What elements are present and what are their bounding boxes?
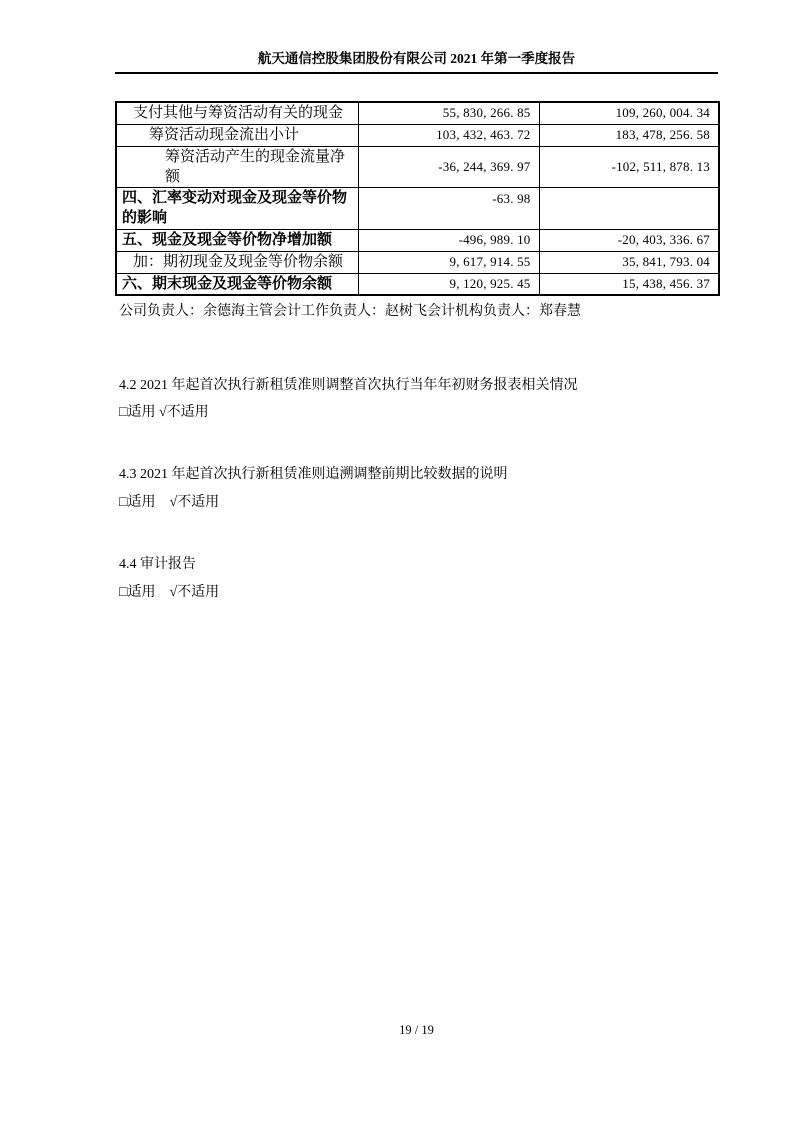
table-cell-prior	[539, 187, 719, 229]
table-cell-label: 支付其他与筹资活动有关的现金	[116, 102, 358, 124]
table-cell-current: 9, 120, 925. 45	[358, 273, 539, 295]
section-heading-4-2: 4.2 2021 年起首次执行新租赁准则调整首次执行当年年初财务报表相关情况	[119, 378, 578, 393]
section-heading-4-3: 4.3 2021 年起首次执行新租赁准则追溯调整前期比较数据的说明	[119, 467, 508, 482]
table-cell-prior: 35, 841, 793. 04	[539, 251, 719, 273]
table-row	[116, 229, 719, 251]
table-cell-label: 六、期末现金及现金等价物余额	[116, 273, 358, 295]
table-row	[116, 187, 719, 229]
table-cell-current: 9, 617, 914. 55	[358, 251, 539, 273]
table-cell-current: -63. 98	[358, 187, 539, 229]
applicability-line-4-2: □适用 √不适用	[119, 405, 209, 420]
table-row	[116, 124, 719, 146]
table-cell-prior: -102, 511, 878. 13	[539, 146, 719, 187]
applicability-line-4-3: □适用 √不适用	[119, 495, 220, 510]
table-cell-label: 筹资活动产生的现金流量净额	[116, 146, 358, 187]
table-cell-prior: -20, 403, 336. 67	[539, 229, 719, 251]
table-cell-prior: 15, 438, 456. 37	[539, 273, 719, 295]
table-row	[116, 251, 719, 273]
table-cell-current: -36, 244, 369. 97	[358, 146, 539, 187]
table-cell-label: 筹资活动现金流出小计	[116, 124, 358, 146]
section-heading-4-4: 4.4 审计报告	[119, 557, 196, 572]
table-cell-current: -496, 989. 10	[358, 229, 539, 251]
table-cell-current: 55, 830, 266. 85	[358, 102, 539, 124]
table-cell-prior: 109, 260, 004. 34	[539, 102, 719, 124]
table-cell-label: 加：期初现金及现金等价物余额	[116, 251, 358, 273]
page-number: 19 / 19	[399, 1023, 434, 1037]
applicability-line-4-4: □适用 √不适用	[119, 585, 220, 600]
table-cell-current: 103, 432, 463. 72	[358, 124, 539, 146]
table-row	[116, 102, 719, 124]
report-title: 航天通信控股集团股份有限公司 2021 年第一季度报告	[115, 50, 718, 74]
table-cell-prior: 183, 478, 256. 58	[539, 124, 719, 146]
table-cell-label: 四、汇率变动对现金及现金等价物的影响	[116, 187, 358, 229]
table-row	[116, 273, 719, 295]
table-row	[116, 146, 719, 187]
table-cell-label: 五、现金及现金等价物净增加额	[116, 229, 358, 251]
signatories-line: 公司负责人：余德海主管会计工作负责人：赵树飞会计机构负责人：郑春慧	[119, 304, 581, 319]
cash-flow-table	[115, 101, 720, 296]
